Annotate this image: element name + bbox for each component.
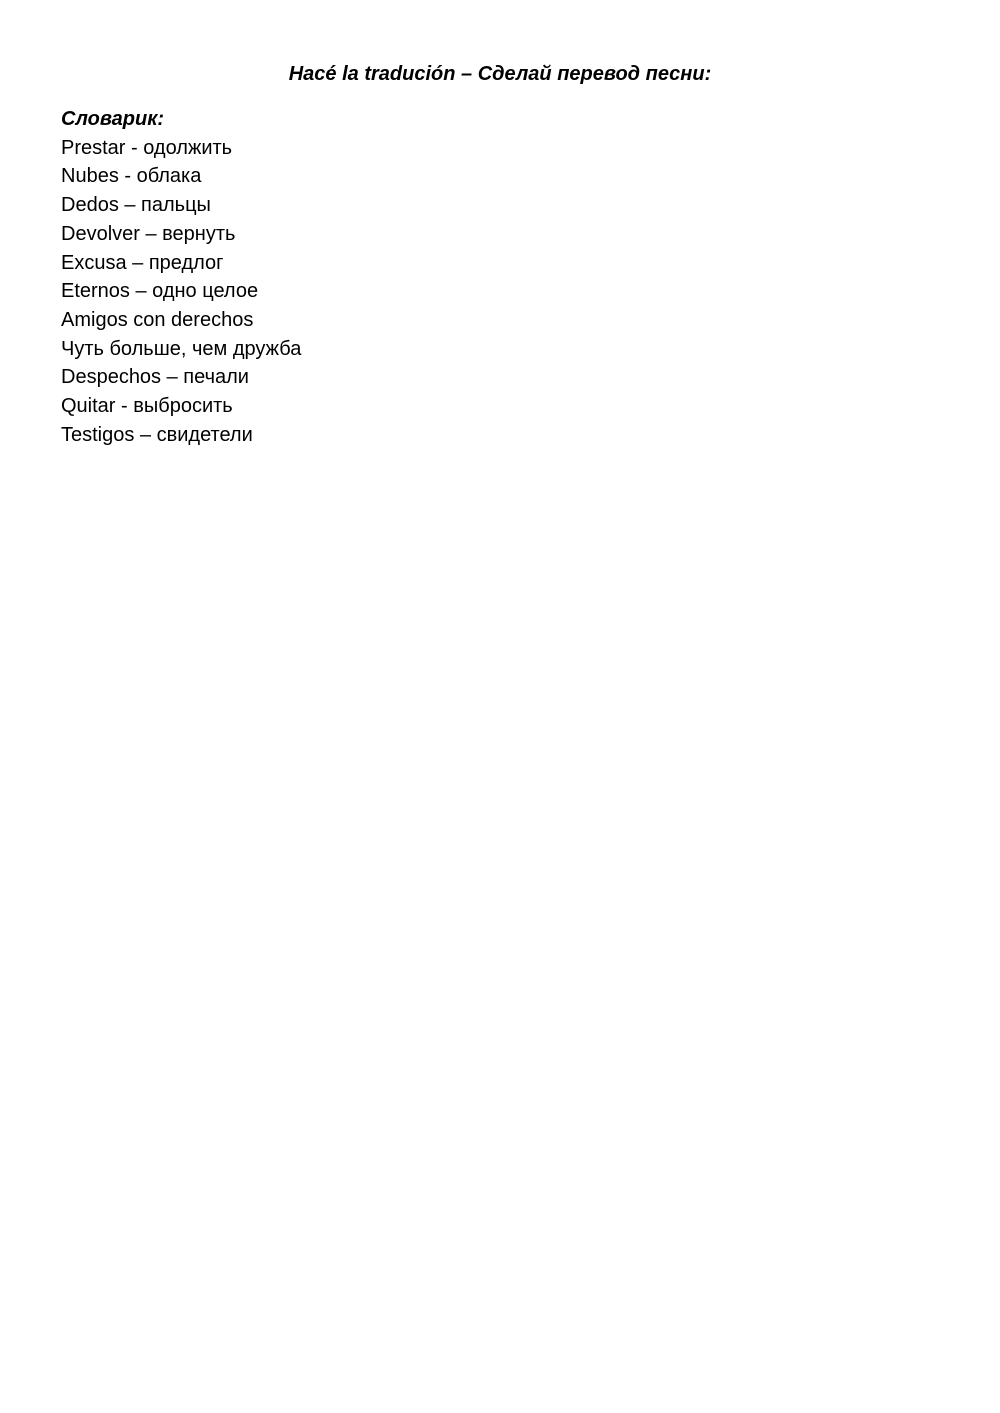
page-title: Hacé la tradución – Сделай перевод песни: xyxy=(288,63,712,85)
vocabulary-item: Amigos con derechos xyxy=(61,308,254,331)
vocabulary-item: Dedos – пальцы xyxy=(61,194,211,217)
vocabulary-heading: Словарик: xyxy=(61,108,165,130)
vocabulary-item: Чуть больше, чем дружба xyxy=(61,337,302,360)
vocabulary-item: Quitar - выбросить xyxy=(61,395,233,418)
vocabulary-list xyxy=(61,134,301,450)
vocabulary-item: Prestar - одолжить xyxy=(61,136,233,159)
vocabulary-section xyxy=(61,105,301,449)
vocabulary-item: Testigos – свидетели xyxy=(61,423,253,446)
vocabulary-item: Excusa – предлог xyxy=(61,251,224,274)
vocabulary-item: Devolver – вернуть xyxy=(61,222,236,245)
vocabulary-item: Despechos – печали xyxy=(61,366,249,389)
vocabulary-item: Eternos – одно целое xyxy=(61,280,259,303)
vocabulary-item: Nubes - облака xyxy=(61,165,202,188)
